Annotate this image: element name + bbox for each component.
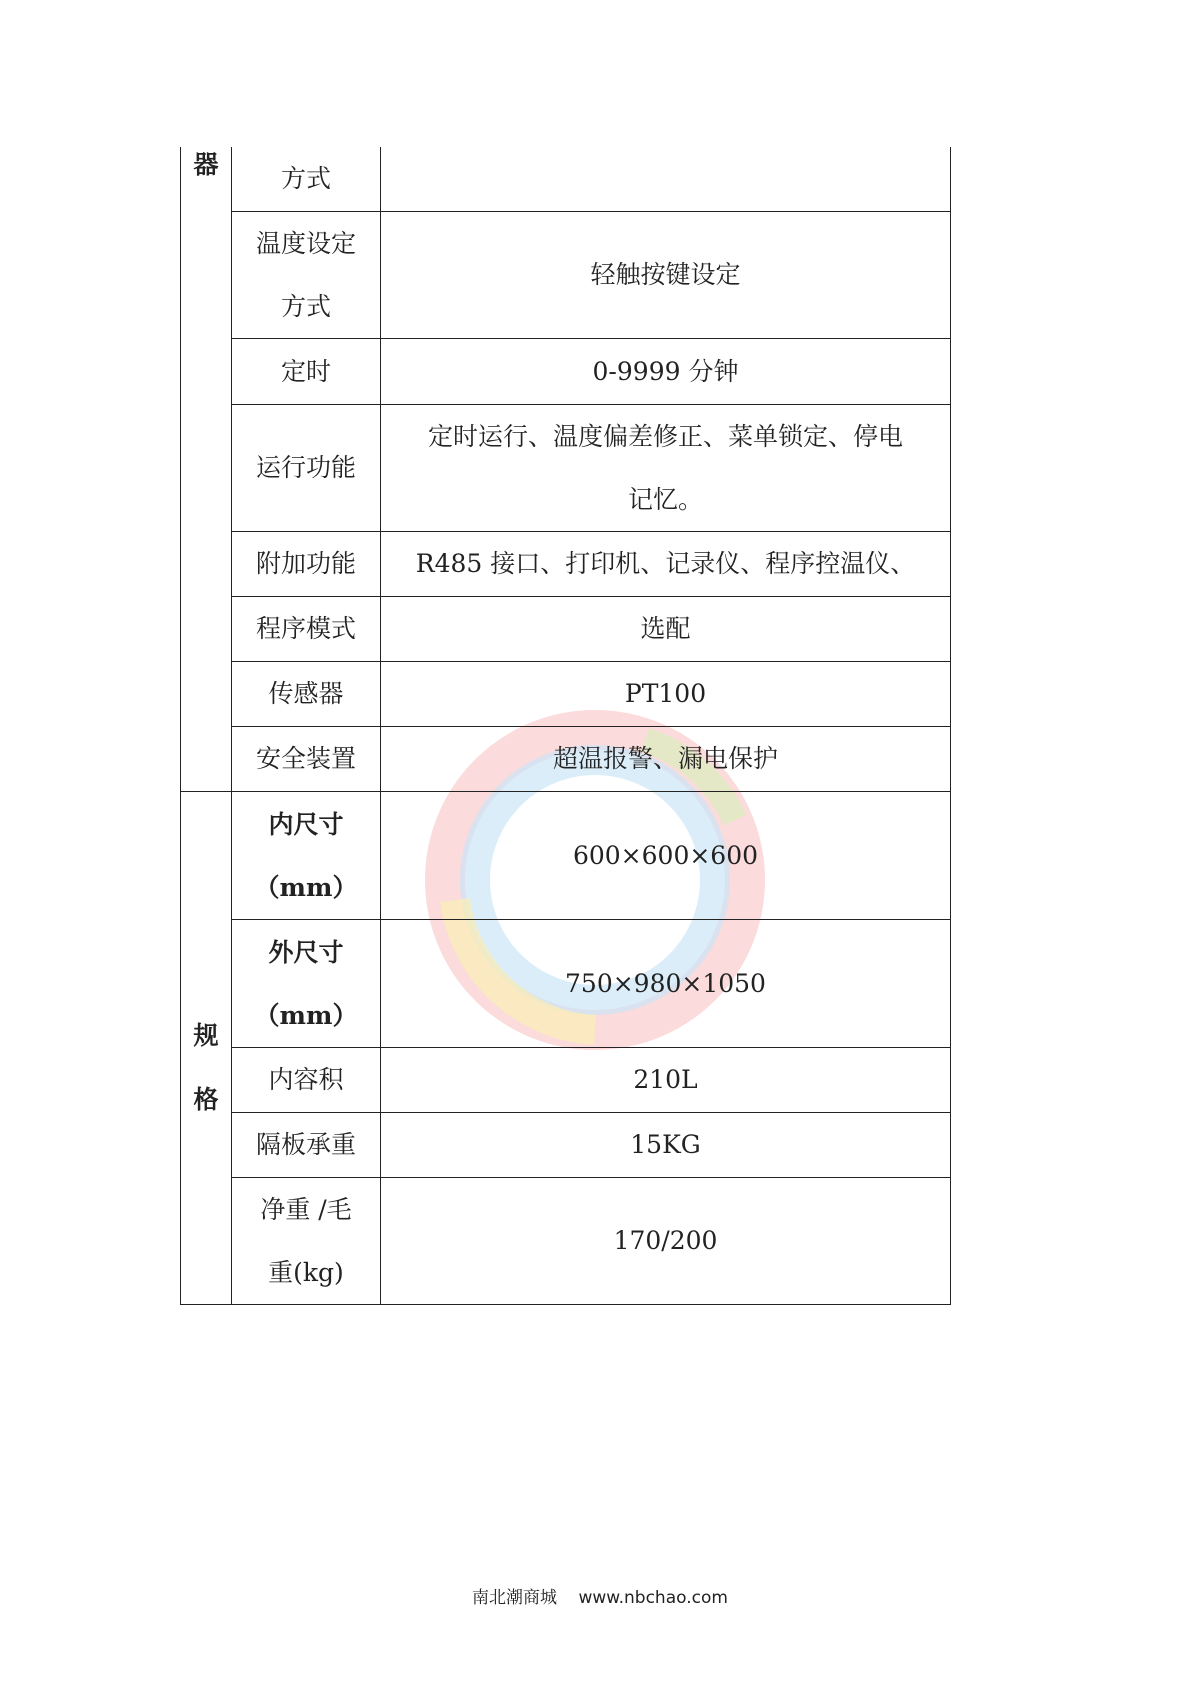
value-line: 记忆。 (627, 485, 703, 514)
page-footer (0, 1583, 1200, 1608)
row-label (232, 1178, 381, 1305)
row-label: 方式 (232, 147, 381, 212)
row-value: PT100 (381, 662, 951, 727)
row-label: 传感器 (232, 662, 381, 727)
footer-url[interactable]: www.nbchao.com (578, 1588, 728, 1608)
label-line: 外尺寸 (268, 937, 344, 967)
row-value: 超温报警、漏电保护 (381, 727, 951, 792)
table-row (181, 1113, 951, 1178)
label-line: 净重 /毛 (260, 1195, 352, 1224)
row-value: 600×600×600 (381, 792, 951, 920)
spec-table (180, 147, 951, 1305)
label-line: 温度设定 (255, 229, 356, 258)
row-value: 750×980×1050 (381, 920, 951, 1048)
label-line: （mm） (254, 872, 358, 902)
row-label: 内容积 (232, 1048, 381, 1113)
row-value (381, 405, 951, 532)
row-value: 0-9999 分钟 (381, 339, 951, 405)
label-line: 重(kg) (268, 1258, 344, 1287)
row-label: 安全装置 (232, 727, 381, 792)
label-line: （mm） (254, 1000, 358, 1030)
label-line: 方式 (280, 292, 331, 321)
row-value (381, 147, 951, 212)
table-row (181, 147, 951, 212)
row-value: 15KG (381, 1113, 951, 1178)
row-value: 轻触按键设定 (381, 212, 951, 339)
row-value: 210L (381, 1048, 951, 1113)
table-row (181, 597, 951, 662)
row-label: 定时 (232, 339, 381, 405)
table-row (181, 1178, 951, 1305)
table-row (181, 662, 951, 727)
row-label (232, 792, 381, 920)
row-label: 隔板承重 (232, 1113, 381, 1178)
table-row (181, 727, 951, 792)
label-line: 内尺寸 (268, 809, 344, 839)
table-row (181, 792, 951, 920)
table-row (181, 212, 951, 339)
group-label-line: 规 (193, 1021, 219, 1050)
row-value: 170/200 (381, 1178, 951, 1305)
table-row (181, 532, 951, 597)
row-label (232, 920, 381, 1048)
row-label: 运行功能 (232, 405, 381, 532)
value-line: 定时运行、温度偏差修正、菜单锁定、停电 (427, 422, 903, 451)
row-label (232, 212, 381, 339)
table-row (181, 405, 951, 532)
footer-brand: 南北潮商城 (472, 1588, 558, 1608)
group-label-controller: 器 (181, 147, 232, 792)
row-label: 附加功能 (232, 532, 381, 597)
row-label: 程序模式 (232, 597, 381, 662)
table-row (181, 1048, 951, 1113)
row-value: 选配 (381, 597, 951, 662)
group-label-spec (181, 792, 232, 1305)
row-value: R485 接口、打印机、记录仪、程序控温仪、 (381, 532, 951, 597)
table-row (181, 339, 951, 405)
group-label-line: 格 (193, 1085, 219, 1114)
table-row (181, 920, 951, 1048)
